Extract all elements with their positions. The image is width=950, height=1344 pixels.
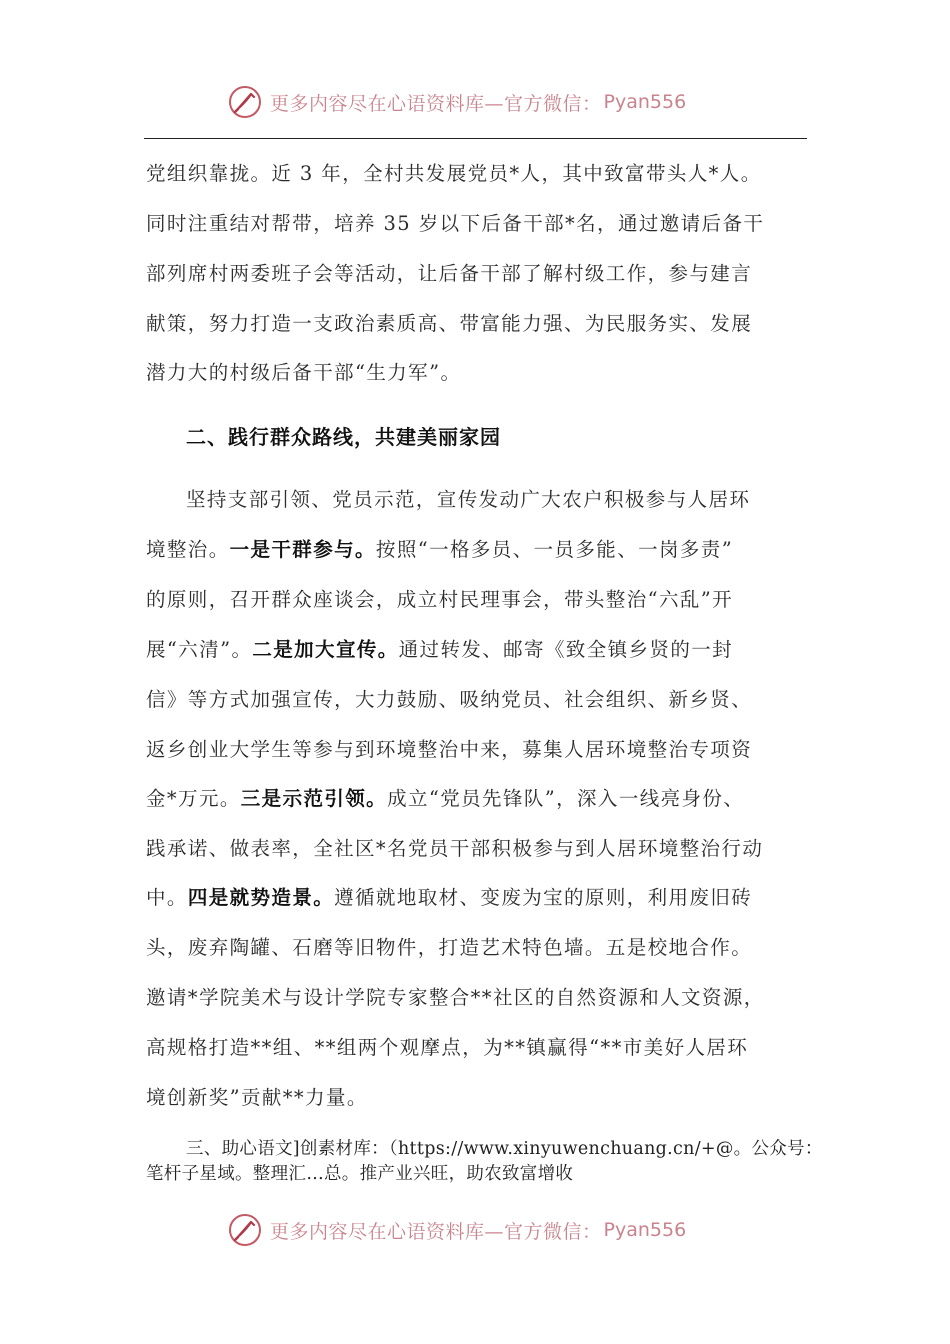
text-line: 境整治。一是干群参与。按照“一格多员、一员多能、一岗多责” [146,538,734,561]
banner-text: 更多内容尽在心语资料库—官方微信： [270,1220,602,1243]
text-line: 同时注重结对帮带，培养 35 岁以下后备干部*名，通过邀请后备干 [146,212,765,235]
bold-phrase: 二是加大宣传。 [252,638,399,661]
footer-text-line: 三、助心语文]创素材库：（https://www.xinyuwenchuang.cn/+@。公众号： [186,1139,823,1159]
text-line: 的原则，召开群众座谈会，成立村民理事会，带头整治“六乱”开 [146,588,734,611]
text-line: 头，废弃陶罐、石磨等旧物件，打造艺术特色墙。五是校地合作。 [146,936,753,959]
banner-wechat-id: Pyan556 [603,1219,687,1241]
quill-logo-icon [228,1213,262,1247]
section-heading: 二、践行群众路线，共建美丽家园 [186,425,501,449]
banner-text: 更多内容尽在心语资料库—官方微信： [270,92,602,115]
text-line: 信》等方式加强宣传，大力鼓励、吸纳党员、社会组织、新乡贤、 [146,688,753,711]
header-divider [144,138,807,139]
footer-banner [228,1210,686,1250]
text-line: 返乡创业大学生等参与到环境整治中来，募集人居环境整治专项资 [146,738,753,761]
footer-text-line: 笔杆子星域。整理汇…总。推产业兴旺，助农致富增收 [146,1164,574,1184]
text-line: 践承诺、做表率，全社区*名党员干部积极参与到人居环境整治行动 [146,837,764,860]
text-line: 献策，努力打造一支政治素质高、带富能力强、为民服务实、发展 [146,312,753,335]
text-line: 金*万元。三是示范引领。成立“党员先锋队”，深入一线亮身份、 [146,787,745,810]
text-line: 坚持支部引领、党员示范，宣传发动广大农户积极参与人居环 [186,488,751,511]
text-line: 邀请*学院美术与设计学院专家整合**社区的自然资源和人文资源， [146,986,765,1009]
quill-logo-icon [228,85,262,119]
text-line: 党组织靠拢。近 3 年，全村共发展党员*人，其中致富带头人*人。 [146,162,762,185]
text-line: 部列席村两委班子会等活动，让后备干部了解村级工作，参与建言 [146,262,753,285]
header-banner [228,82,686,122]
bold-phrase: 一是干群参与。 [229,538,376,561]
banner-wechat-id: Pyan556 [603,91,687,113]
bold-phrase: 四是就势造景。 [187,886,335,909]
text-line: 展“六清”。二是加大宣传。通过转发、邮寄《致全镇乡贤的一封 [146,638,734,661]
text-line: 境创新奖”贡献**力量。 [146,1086,368,1109]
bold-phrase: 三是示范引领。 [240,787,388,810]
text-line: 高规格打造**组、**组两个观摩点，为**镇赢得“**市美好人居环 [146,1036,749,1059]
text-line: 潜力大的村级后备干部“生力军”。 [146,361,462,384]
text-line: 中。四是就势造景。遵循就地取材、变废为宝的原则，利用废旧砖 [146,886,753,909]
